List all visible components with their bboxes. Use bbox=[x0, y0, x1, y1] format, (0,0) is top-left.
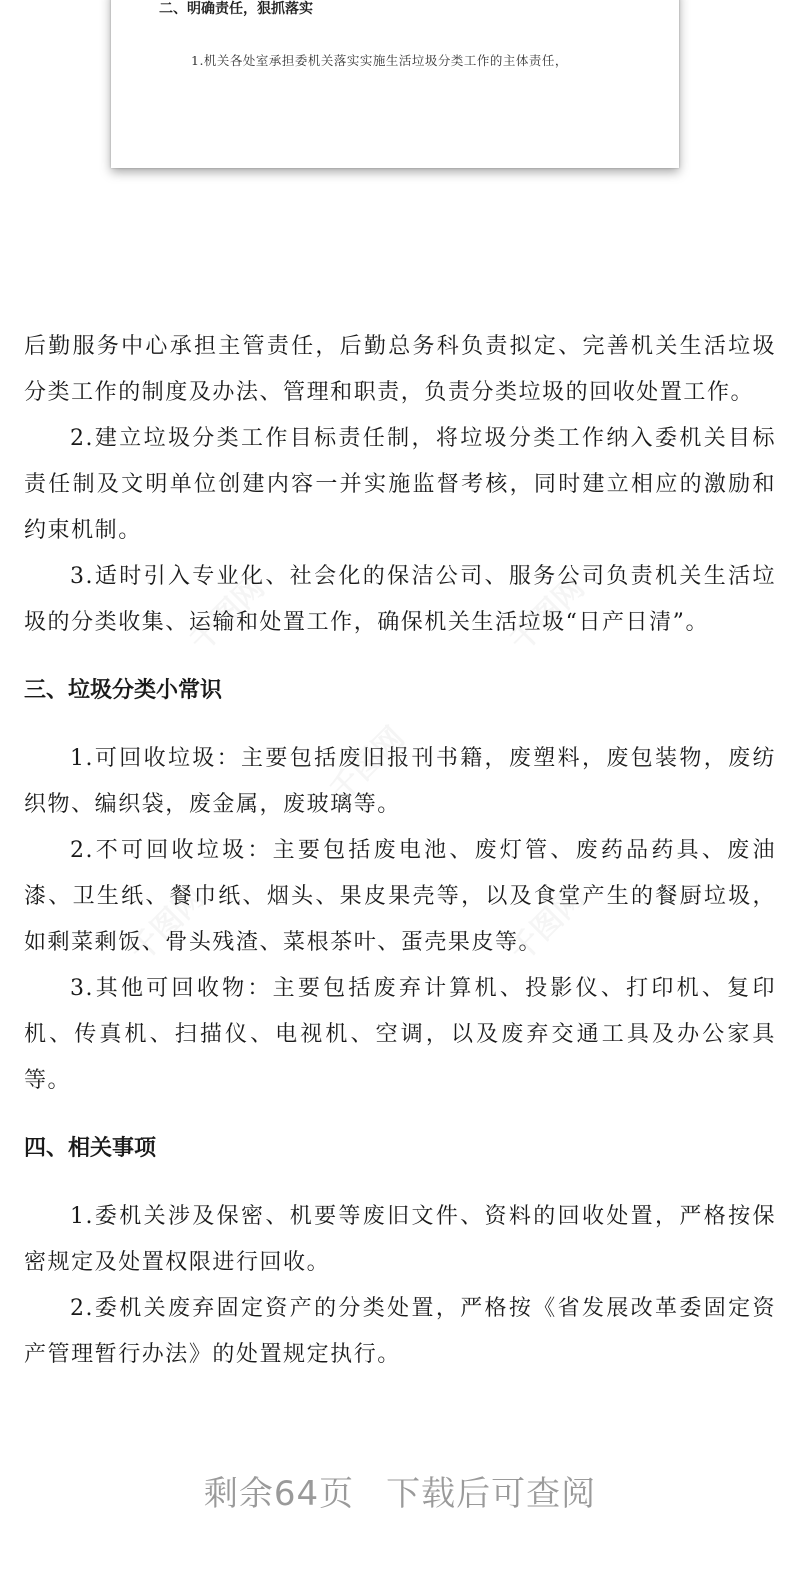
download-to-view-label: 下载后可查阅 bbox=[386, 1474, 597, 1514]
download-prompt[interactable] bbox=[0, 1466, 800, 1515]
page-preview-card bbox=[111, 0, 679, 168]
paragraph: 3.其他可回收物：主要包括废弃计算机、投影仪、打印机、复印机、传真机、扫描仪、电视机、空调，以及废弃交通工具及办公家具等。 bbox=[24, 976, 776, 1093]
paragraph: 2.委机关废弃固定资产的分类处置，严格按《省发展改革委固定资产管理暂行办法》的处置规定执行。 bbox=[24, 1296, 776, 1367]
paragraph: 后勤服务中心承担主管责任，后勤总务科负责拟定、完善机关生活垃圾分类工作的制度及办法、管理和职责，负责分类垃圾的回收处置工作。 bbox=[24, 334, 776, 405]
document-body bbox=[24, 324, 776, 1378]
paragraph: 3.适时引入专业化、社会化的保洁公司、服务公司负责机关生活垃圾的分类收集、运输和处置工作，确保机关生活垃圾“日产日清”。 bbox=[24, 564, 776, 635]
watermark: 千图网 bbox=[503, 570, 592, 659]
section-heading: 三、垃圾分类小常识 bbox=[24, 678, 223, 703]
paragraph: 1.可回收垃圾：主要包括废旧报刊书籍，废塑料，废包装物，废纺织物、编织袋，废金属，废玻璃等。 bbox=[24, 746, 776, 817]
watermark: 千图网 bbox=[503, 880, 592, 969]
watermark: 千图网 bbox=[123, 880, 212, 969]
section-heading: 四、相关事项 bbox=[24, 1136, 157, 1161]
preview-heading: 二、明确责任，狠抓落实 bbox=[159, 1, 313, 17]
watermark: 千图网 bbox=[323, 720, 412, 809]
watermark: 千图网 bbox=[183, 570, 272, 659]
paragraph: 2.建立垃圾分类工作目标责任制，将垃圾分类工作纳入委机关目标责任制及文明单位创建内容一并实施监督考核，同时建立相应的激励和约束机制。 bbox=[24, 426, 776, 543]
paragraph: 2.不可回收垃圾：主要包括废电池、废灯管、废药品药具、废油漆、卫生纸、餐巾纸、烟头、果皮果壳等，以及食堂产生的餐厨垃圾，如剩菜剩饭、骨头残渣、菜根茶叶、蛋壳果皮等。 bbox=[24, 838, 776, 955]
remaining-pages-label: 剩余64页 bbox=[203, 1474, 355, 1514]
preview-text-line: 1.机关各处室承担委机关落实实施生活垃圾分类工作的主体责任， bbox=[191, 53, 568, 68]
paragraph: 1.委机关涉及保密、机要等废旧文件、资料的回收处置，严格按保密规定及处置权限进行回收。 bbox=[24, 1204, 776, 1275]
